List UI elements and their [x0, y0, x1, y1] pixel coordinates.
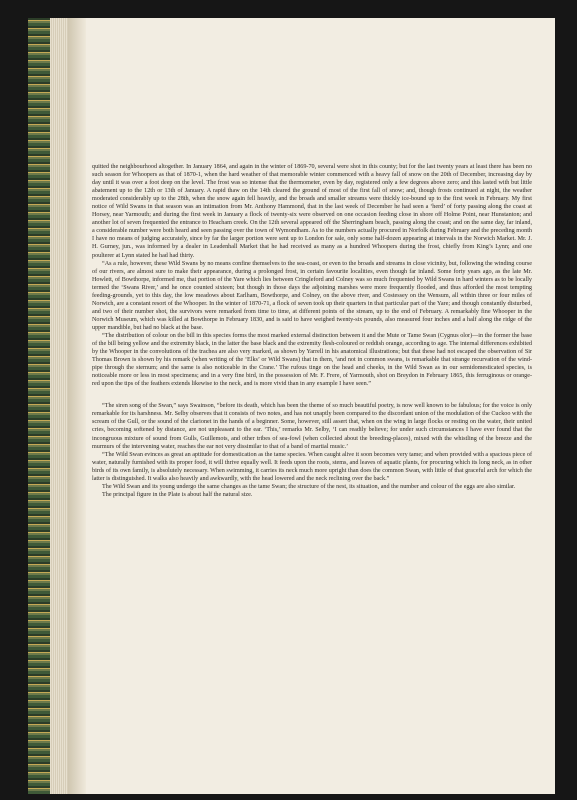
paragraph: quitted the neighbourhood altogether. In January 1864, and again in the winter of 1869-70, several were shot in this county; but for the last twenty years at least there has been no such season for Whoopers as that of 1870-1, when the hard weather of that memorable winter commenced with a heavy fall of snow on the 20th of December, increasing day by day until it was over a foot deep on the level. The frost was so intense that the thermometer, even by day, registered only a few degrees above zero; and this lasted with but little abatement up to the 12th or 13th of January. A rapid thaw on the 14th cleared the ground of most of the first fall of snow; and, though frosts continued at night, the weather moderated considerably up to the 28th, when the snow again fell heavily, and the broads and smaller streams were thickly ice-bound up to the first week in February. My first notice of Wild Swans in that season was an intimation from Mr. Anthony Hammond, that in the last week of December he had seen a ‘herd’ of forty passing along the coast at Horsey, near Yarmouth; and during the first week in January a flock of twenty-six were observed on one occasion feeding close in shore off Holme Point, near Hunstanton; and another lot of seven frequented the entrance to Heacham creek. On the 12th several appeared off the Sherringham beach, passing along the coast; and on the same day, far inland, a considerable number were both heard and seen passing over the town of Wymondham. As to the numbers actually procured in Norfolk during February and the preceding month I have no means of judging accurately, since by far the larger portion were sent up to London for sale, only some half-dozen appearing at intervals in the Norwich Market. Mr. J. H. Gurney, jun., was informed by a dealer in Leadenhall Market that he had received as many as a hundred Whoopers during the frost, chiefly from King’s Lynn; and one poulterer at Lynn stated he had had thirty.	[92, 164, 532, 259]
paragraph: “As a rule, however, these Wild Swans by no means confine themselves to the sea-coast, or even to the broads and streams in close vicinity, but, following the winding course of our rivers, are almost sure to make their appearance, during a prolonged frost, in certain favourite localities, even though far inland. Some forty years ago, as the late Mr. Howlett, of Bowthorpe, informed me, that portion of the Yare which lies between Cringleford and Colney was so much frequented by Wild Swans in hard winters as to be locally termed the ‘Swans River,’ and he once counted sixteen; but though in those days the adjoining marshes were more frequently flooded, and thus afforded the most tempting feeding-grounds, yet to this day, the low meadows about Earlham, Bowthorpe, and Colney, on the above river, and Costessey on the Wensum, all within three or four miles of Norwich, are a constant resort of the Whooper. In the winter of 1870-71, a flock of seven took up their quarters in that particular part of the Yare; and though constantly disturbed, and two of their number shot, the survivors were remarked from time to time, at different points of the stream, up to the end of February. A remarkably fine Whooper in the Norwich Museum, which was killed at Bowthorpe in February 1830, and is said to have weighed twenty-six pounds, also measured four inches and a half along the ridge of the upper mandible, but had no black at the base.	[92, 260, 532, 331]
page-gutter	[68, 18, 86, 794]
paragraph: The principal figure in the Plate is about half the natural size.	[102, 491, 253, 498]
paragraph: “The distribution of colour on the bill in this species forms the most marked external distinction between it and the Mute or Tame Swan (Cygnus olor)—in the former the base of the bill being yellow and the extremity black, in the latter the base black and the extremity flesh-coloured or reddish orange, according to age. The internal differences exhibited by the Whooper in the convolutions of the trachea are also very marked, as shown by Yarrell in his anatomical illustrations; but that these had not escaped the observation of Sir Thomas Brown is shown by his remark (when writing of the ‘Elks’ or Wild Swans) that in them, ‘and not in common swans, is remarkable that strange recurvation of the wind-pipe through the sternum; and the same is also noticeable in the Crane.’ The rufous tinge on the head and cheeks, in the Wild Swan as in our semidomesticated species, is noticeable more or less in most specimens; and in a very fine bird, in the possession of Mr. F. Frere, of Yarmouth, shot on Breydon in February 1865, this ferruginous or orange-red upon the tips of the feathers extends likewise to the neck, and is more vivid than in any example I have seen.”	[92, 332, 532, 388]
page-edges	[50, 18, 68, 794]
paragraph: “The siren song of the Swan,” says Swainson, “before its death, which has been the theme of so much beautiful poetry, is now well known to be fabulous; for the voice is only remarkable for its harshness. Mr. Selby observes that it consists of two notes, and has not unaptly been compared to the discordant union of the modulation of the Cuckoo with the scream of the Gull, or the sound of the clarionet in the hands of a beginner. Some, however, still assert that, when on the wing in large flocks or resting on the water, their united cries, becoming softened by distance, are not unpleasant to the ear. ‘This,’ remarks Mr. Selby, ‘I can readily believe; for under such circumstances I have ever found that the incongruous mixture of sound from Gulls, Guillemots, and other tribes of sea-fowl (when collected about the breeding-places), mixed with the whistling of the breeze and the murmurs of the intervening water, reaches the ear not very dissimilar to that of a band of martial music.’	[92, 403, 532, 450]
book-cover-edge	[28, 18, 50, 794]
paragraph: “The Wild Swan evinces as great an aptitude for domestication as the tame species. When caught alive it soon becomes very tame; and when provided with a spacious piece of water, naturally furnished with its proper food, it will thrive equally well. It feeds upon the roots, stems, and leaves of aquatic plants, for procuring which its long neck, as in other birds of its own family, is absolutely necessary. When swimming, it carries its neck much more upright than does the common Swan, with little of that graceful arch for which the latter is distinguished. It walks also heavily and awkwardly, with the head lowered and the neck reclining over the back.”	[92, 451, 532, 482]
paragraph: The Wild Swan and its young undergo the same changes as the tame Swan; the structure of the nest, its situation, and the number and colour of the eggs are also similar.	[102, 483, 516, 490]
page-text	[92, 163, 532, 499]
